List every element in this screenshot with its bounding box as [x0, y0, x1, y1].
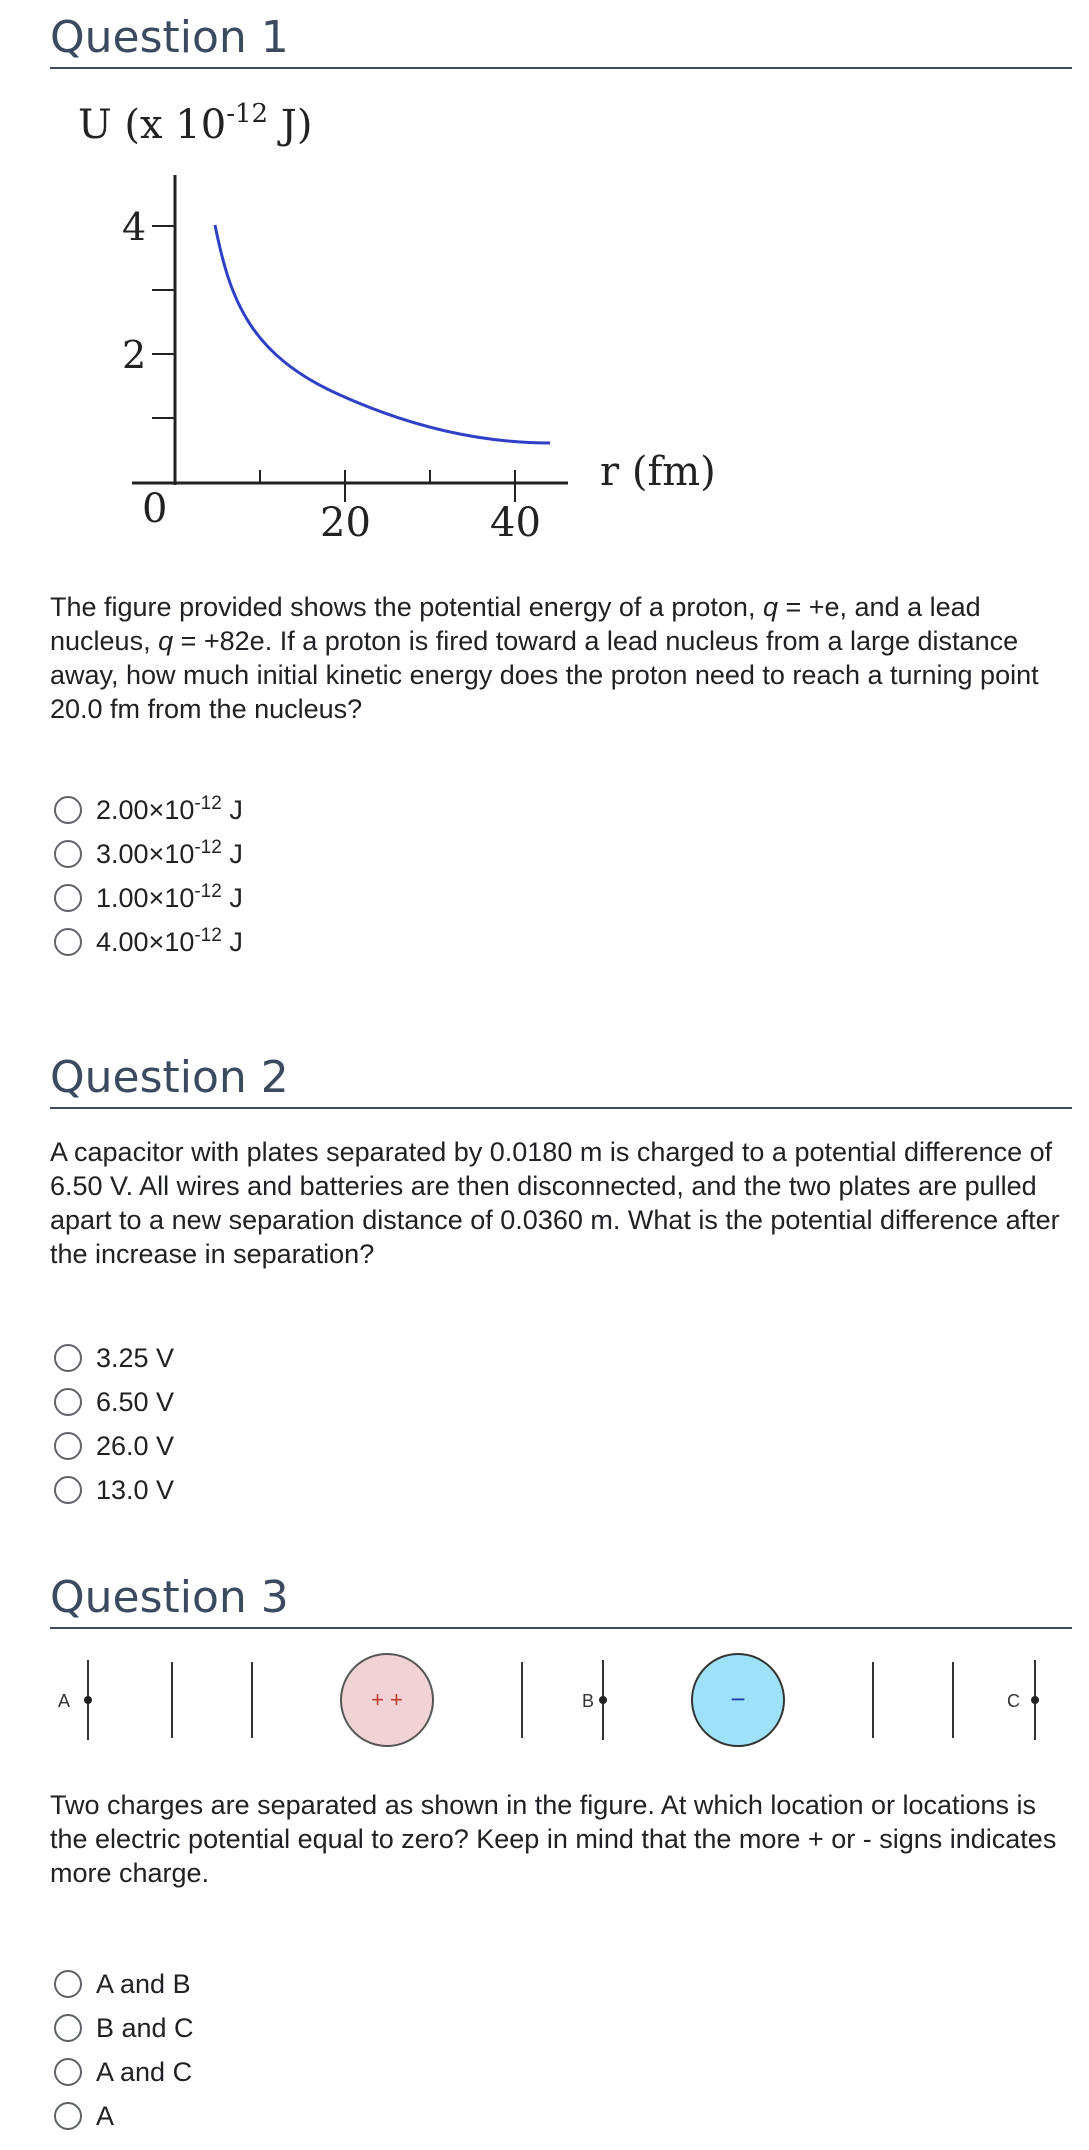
- radio-button[interactable]: [54, 2014, 82, 2042]
- positive-charge-label: + +: [371, 1687, 403, 1712]
- question-3-option-1[interactable]: A and B: [54, 1962, 194, 2006]
- radio-button[interactable]: [54, 2058, 82, 2086]
- radio-button[interactable]: [54, 1476, 82, 1504]
- question-1-title: Question 1: [50, 12, 289, 63]
- radio-button[interactable]: [54, 884, 82, 912]
- point-a-label: A: [58, 1691, 71, 1711]
- question-2-options: [54, 1336, 174, 1512]
- question-2-text: A capacitor with plates separated by 0.0180 m is charged to a potential difference of 6.50 V. All wires and batteries are then disconnected, and the two plates are pulled apart to a new separation distance of 0.0360 m. What is the potential difference after the increase in separation?: [50, 1137, 1060, 1269]
- question-3-title: Question 3: [50, 1572, 289, 1623]
- radio-button[interactable]: [54, 840, 82, 868]
- question-2-option-1[interactable]: 3.25 V: [54, 1336, 174, 1380]
- radio-button[interactable]: [54, 1432, 82, 1460]
- point-c-label: C: [1007, 1691, 1020, 1711]
- graph-x-axis-label: r (fm): [600, 449, 716, 495]
- charges-figure: [40, 1640, 1080, 1760]
- question-1-option-4[interactable]: $4.00\times 10^{-12}$ J: [54, 920, 243, 964]
- graph-x-tick-0: 0: [142, 486, 168, 532]
- radio-button[interactable]: [54, 2102, 82, 2130]
- question-1-divider: [50, 67, 1072, 69]
- graph-y-tick-2: 2: [122, 333, 147, 377]
- negative-charge-label: −: [730, 1684, 746, 1714]
- graph-x-tick-20: 20: [320, 500, 371, 546]
- radio-button[interactable]: [54, 1970, 82, 1998]
- graph-x-tick-40: 40: [490, 500, 541, 546]
- question-3-divider: [50, 1627, 1072, 1629]
- question-2-divider: [50, 1107, 1072, 1109]
- question-1-options: [54, 788, 243, 964]
- question-1-option-3[interactable]: $1.00\times 10^{-12}$ J: [54, 876, 243, 920]
- question-3-text: Two charges are separated as shown in the figure. At which location or locations is the electric potential equal to zero? Keep in mind that the more + or - signs indicates more charge.: [50, 1790, 1057, 1888]
- point-b-marker: [599, 1696, 607, 1704]
- graph-y-axis-label: U (x $10^{-12}$ J): [78, 99, 313, 148]
- question-3-option-3[interactable]: A and C: [54, 2050, 194, 2094]
- point-b-label: B: [582, 1691, 595, 1711]
- radio-button[interactable]: [54, 928, 82, 956]
- question-2-title: Question 2: [50, 1052, 289, 1103]
- graph-y-tick-4: 4: [122, 205, 147, 249]
- potential-energy-curve: [215, 225, 550, 443]
- radio-button[interactable]: [54, 796, 82, 824]
- radio-button[interactable]: [54, 1388, 82, 1416]
- radio-button[interactable]: [54, 1344, 82, 1372]
- point-a-marker: [84, 1696, 92, 1704]
- potential-energy-graph: [60, 90, 760, 560]
- question-1-option-2[interactable]: $3.00\times 10^{-12}$ J: [54, 832, 243, 876]
- question-3-options: [54, 1962, 194, 2138]
- question-1-text: The figure provided shows the potential energy of a proton, q = +e, and a lead nucleus, q = +82e. If a proton is fired toward a lead nucleus from a large distance away, how much initial kinetic energy does the proton need to reach a turning point 20.0 fm from the nucleus?: [50, 592, 1039, 724]
- question-2-option-2[interactable]: 6.50 V: [54, 1380, 174, 1424]
- question-2-option-4[interactable]: 13.0 V: [54, 1468, 174, 1512]
- question-3-option-2[interactable]: B and C: [54, 2006, 194, 2050]
- question-3-option-4[interactable]: A: [54, 2094, 194, 2138]
- point-c-marker: [1031, 1696, 1039, 1704]
- question-2-option-3[interactable]: 26.0 V: [54, 1424, 174, 1468]
- question-1-option-1[interactable]: $2.00\times 10^{-12}$ J: [54, 788, 243, 832]
